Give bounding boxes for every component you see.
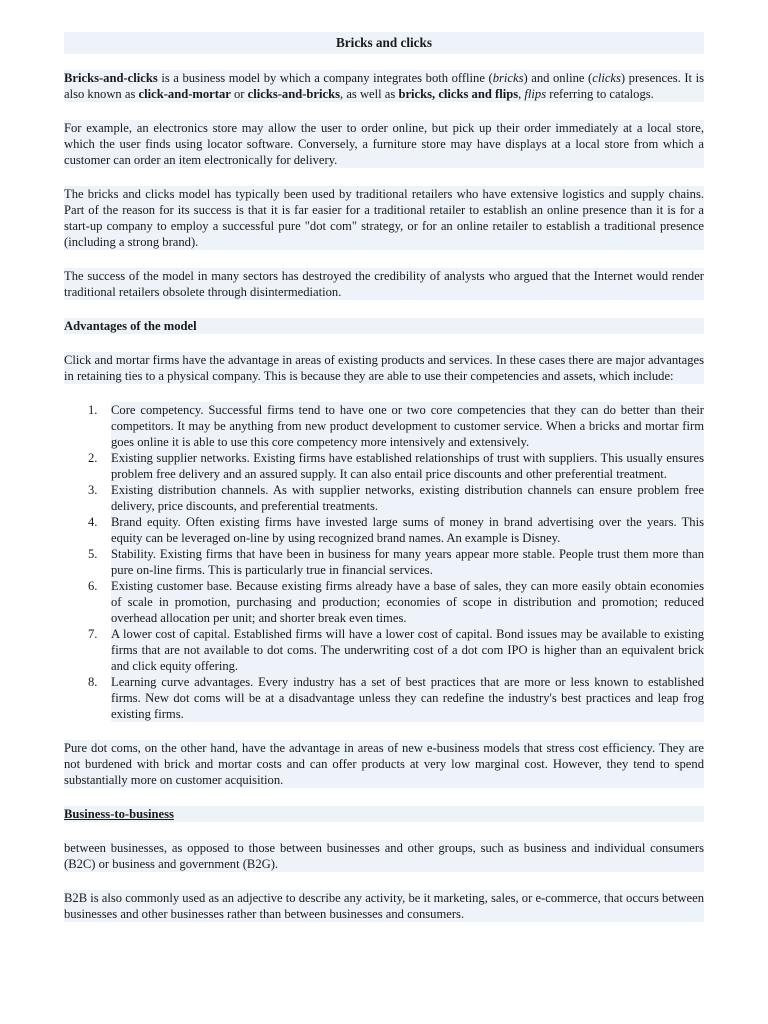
- pure-dot-coms-paragraph: Pure dot coms, on the other hand, have the advantage in areas of new e-business models that stress cost efficiency. They are not burdened with brick and mortar costs and can offer products at very low marginal cost. However, they tend to spend substantially more on customer acquisition.: [64, 741, 704, 787]
- list-item: 6. Existing customer base. Because existing firms already have a base of sales, they can more easily obtain economies of scale in promotion, purchasing and production; economies of scope in distribution and promotion; reduced overhead allocation per unit; and shorter break even times.: [88, 579, 704, 625]
- b2b-heading: Business-to-business: [64, 806, 704, 822]
- advantages-paragraph: Click and mortar firms have the advantage in areas of existing products and services. In these cases there are major advantages in retaining ties to a physical company. This is because they are able to use their competencies and assets, which include:: [64, 353, 704, 383]
- between-businesses-paragraph: between businesses, as opposed to those between businesses and other groups, such as business and individual consumers (B2C) or business and government (B2G).: [64, 841, 704, 871]
- list-item: 8. Learning curve advantages. Every industry has a set of best practices that are more or less known to established firms. New dot coms will be at a disadvantage unless they can redefine the industry's best practices and leap frog existing firms.: [88, 675, 704, 721]
- success-paragraph: The success of the model in many sectors has destroyed the credibility of analysts who argued that the Internet would render traditional retailers obsolete through disintermediation.: [64, 269, 704, 299]
- list-item: 7. A lower cost of capital. Established firms will have a lower cost of capital. Bond issues may be available to existing firms that are not available to dot coms. The underwriting cost of a dot com IPO is higher than an equivalent brick and click equity offering.: [88, 627, 704, 673]
- list-item: 1. Core competency. Successful firms tend to have one or two core competencies that they can do better than their competitors. It may be anything from new product development to customer service. When a bricks and mortar firm goes online it is able to use this core competency more intensively and extensively.: [88, 403, 704, 449]
- advantages-heading: Advantages of the model: [64, 318, 704, 334]
- b2b-paragraph: B2B is also commonly used as an adjective to describe any activity, be it marketing, sales, or e-commerce, that occurs between businesses and other businesses rather than between businesses and consumers.: [64, 891, 704, 921]
- document-page: [64, 32, 704, 922]
- document-title: Bricks and clicks: [64, 32, 704, 54]
- list-item: 4. Brand equity. Often existing firms have invested large sums of money in brand advertising over the years. This equity can be leveraged on-line by using recognized brand names. An example is Disney.: [88, 515, 704, 545]
- intro-paragraph: Bricks-and-clicks is a business model by which a company integrates both offline (bricks) and online (clicks) presences. It is also known as click-and-mortar or clicks-and-bricks, as well as bricks, clicks and flips, flips referring to catalogs.: [64, 71, 704, 101]
- example-paragraph: For example, an electronics store may allow the user to order online, but pick up their order immediately at a local store, which the user finds using locator software. Conversely, a furniture store may have displays at a local store from which a customer can order an item electronically for delivery.: [64, 121, 704, 167]
- advantages-list: [64, 402, 704, 722]
- list-item: 3. Existing distribution channels. As with supplier networks, existing distribution channels can ensure problem free delivery, price discounts, and preferential treatments.: [88, 483, 704, 513]
- term-bricks-and-clicks: Bricks-and-clicks: [64, 71, 158, 85]
- list-item: 2. Existing supplier networks. Existing firms have established relationships of trust with suppliers. This usually ensures problem free delivery and an assured supply. It can also entail price discounts and other preferential treatment.: [88, 451, 704, 481]
- list-item: 5. Stability. Existing firms that have been in business for many years appear more stable. People trust them more than pure on-line firms. This is particularly true in financial services.: [88, 547, 704, 577]
- model-paragraph: The bricks and clicks model has typically been used by traditional retailers who have extensive logistics and supply chains. Part of the reason for its success is that it is far easier for a traditional retailer to establish an online presence than it is for a start-up company to employ a successful pure "dot com" strategy, or for an online retailer to establish a traditional presence (including a strong brand).: [64, 187, 704, 249]
